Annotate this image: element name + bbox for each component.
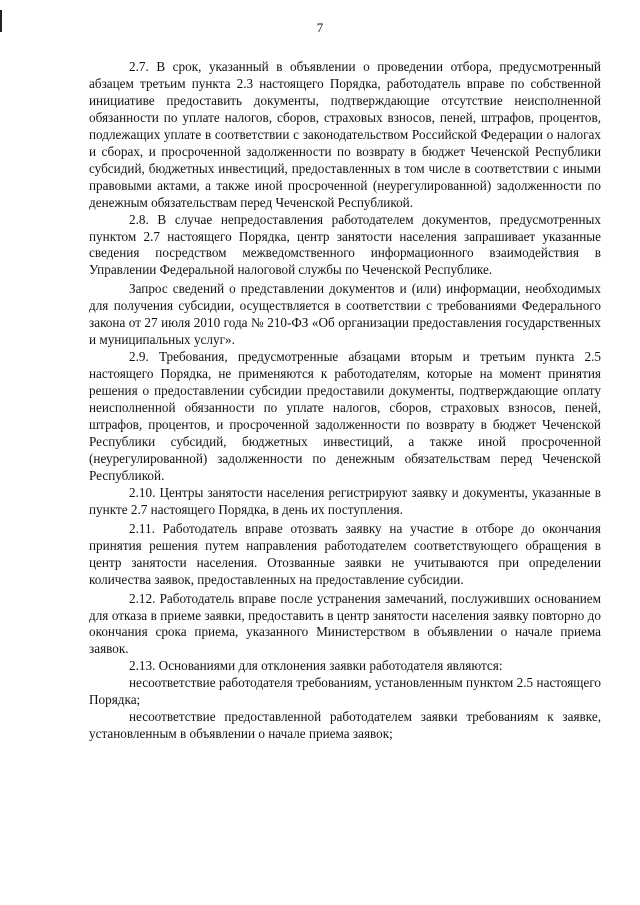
page-number: 7 [316, 20, 324, 35]
paragraph-request-info: Запрос сведений о представлении документов и (или) информации, необходимых для получения субсидии, осуществляется в соответствии с требованиями Федерального закона от 27 июля 2010 года № 210-ФЗ «Об организации предоставления государственных и муниципальных услуг». [89, 281, 601, 348]
paragraph-2-11: 2.11. Работодатель вправе отозвать заявку на участие в отборе до окончания принятия решения путем направления работодателем соответствующего обращения в центр занятости населения. Отозванные заявки не учитываются при определении количества заявок, предоставленных на предоставление субсидии. [89, 520, 601, 587]
paragraph-2-8: 2.8. В случае непредоставления работодателем документов, предусмотренных пунктом 2.7 настоящего Порядка, центр занятости населения запрашивает указанные сведения посредством межведомственного информационного взаимодействия в Управлении Федеральной налоговой службы по Чеченской Республике. [89, 211, 601, 278]
paragraph-2-9: 2.9. Требования, предусмотренные абзацами вторым и третьим пункта 2.5 настоящего Порядка, не применяются к работодателям, которые на момент принятия решения о предоставлении субсидии предоставили документы, подтверждающие оплату неисполненной обязанности по уплате налогов, сборов, страховых взносов, пеней, штрафов, процентов, и просроченной задолженности по возврату в бюджет Чеченской Республики субсидий, бюджетных инвестиций, а также иной просроченной (неурегулированной) задолженности по денежным обязательствам перед Чеченской Республикой. [89, 349, 601, 483]
paragraph-2-7: 2.7. В срок, указанный в объявлении о проведении отбора, предусмотренный абзацем третьим пункта 2.3 настоящего Порядка, работодатель вправе по собственной инициативе предоставить документы, подтверждающие отсутствие неисполненной обязанности по уплате налогов, сборов, страховых взносов, пеней, штрафов, процентов, подлежащих уплате в соответствии с законодательством Российской Федерации о налогах и сборах, и просроченной задолженности по возврату в бюджет Чеченской Республики субсидий, бюджетных инвестиций, предоставленных в том числе в соответствии с иными правовыми актами, а также иной просроченной (неурегулированной) задолженности по денежным обязательствам перед Чеченской Республикой. [89, 59, 601, 210]
paragraph-rejection-reason-2: несоответствие предоставленной работодателем заявки требованиям к заявке, установленным в объявлении о начале приема заявок; [89, 709, 601, 742]
paragraph-2-13: 2.13. Основаниями для отклонения заявки работодателя являются: [129, 658, 503, 674]
paragraph-2-10: 2.10. Центры занятости населения регистрируют заявку и документы, указанные в пункте 2.7 настоящего Порядка, в день их поступления. [89, 484, 601, 517]
document-body [89, 59, 601, 743]
paragraph-2-12: 2.12. Работодатель вправе после устранения замечаний, послуживших основанием для отказа в приеме заявки, предоставить в центр занятости населения заявку повторно до окончания срока приема, указанного Министерством в объявлении о начале приема заявок. [89, 590, 601, 657]
paragraph-rejection-reason-1: несоответствие работодателя требованиям, установленным пунктом 2.5 настоящего Порядка; [89, 675, 601, 708]
